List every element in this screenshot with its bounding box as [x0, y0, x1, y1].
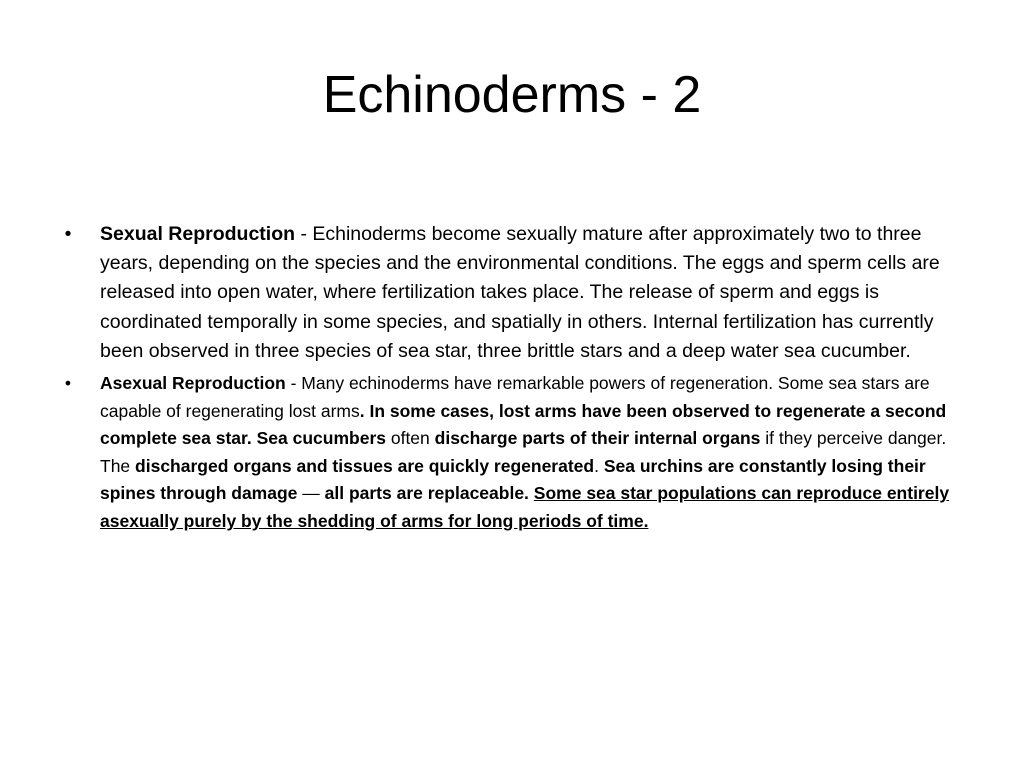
item-heading: Asexual Reproduction: [100, 373, 286, 394]
item-text-underlined-segment: Some sea star populations can reproduce entirely asexually purely by the shedding of arms for long periods of time.: [100, 483, 950, 531]
bullet-item-sexual-reproduction: [60, 220, 970, 366]
item-heading: Sexual Reproduction: [100, 223, 296, 245]
item-text-bold-segment: discharged organs and tissues are quickly regenerated: [135, 455, 595, 476]
item-text-bold-segment: all parts are replaceable.: [324, 483, 529, 504]
item-text-segment: —: [297, 483, 325, 504]
item-text-segment: .: [594, 455, 604, 476]
item-text-segment: if they perceive danger. The: [100, 428, 947, 476]
item-text-segment: often: [385, 428, 435, 449]
item-text-segment: - Many echinoderms have remarkable powers of regeneration. Some sea stars are capable of regenerating lost arms: [100, 373, 930, 421]
bullet-icon: •: [64, 223, 72, 245]
bullet-item-asexual-reproduction: [60, 370, 970, 536]
bullet-icon: •: [64, 373, 72, 394]
slide-title: Echinoderms - 2: [322, 66, 702, 124]
item-text: - Echinoderms become sexually mature after approximately two to three years, depending on the species and the environmental conditions. The eggs and sperm cells are released into open water, where fertilization takes place. The release of sperm and eggs is coordinated temporally in some species, and spatially in others. Internal fertilization has currently been observed in three species of sea star, three brittle stars and a deep water sea cucumber.: [100, 223, 940, 362]
bullet-list: [60, 220, 970, 536]
item-text-bold-segment: discharge parts of their internal organs: [434, 428, 761, 449]
item-text-bold-segment: . In some cases, lost arms have been observed to regenerate a second complete sea star. Sea cucumbers: [100, 400, 947, 449]
item-text-bold-segment: Sea urchins are constantly losing their spines through damage: [100, 455, 926, 504]
